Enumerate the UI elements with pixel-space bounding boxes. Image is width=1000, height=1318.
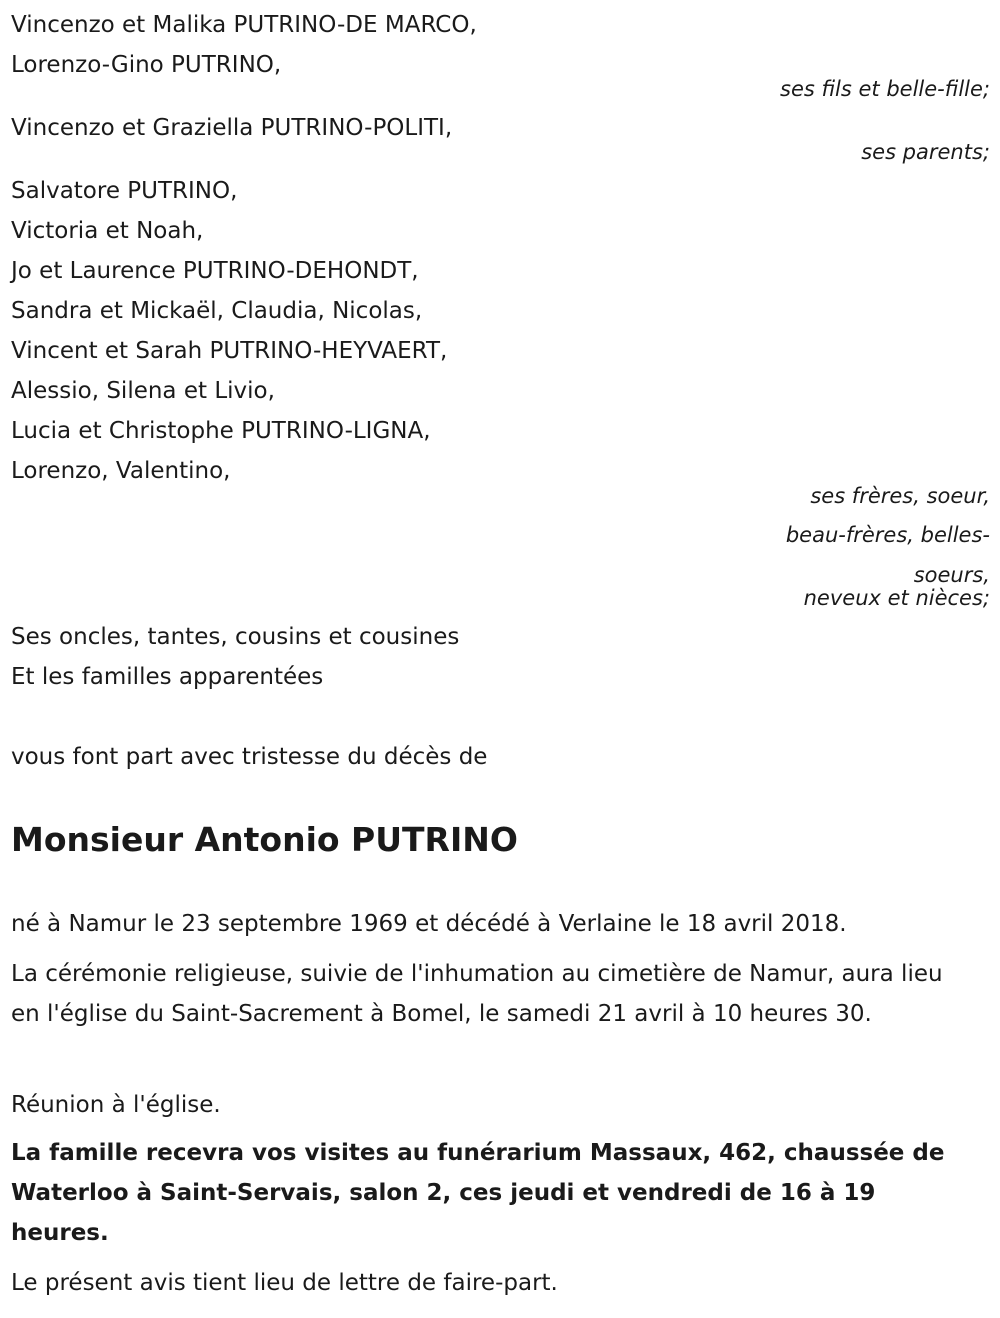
relation-label-parents: ses parents; bbox=[861, 140, 990, 164]
closing-text: Le présent avis tient lieu de lettre de faire-part. bbox=[11, 1270, 558, 1296]
relation-label-siblings-4: neveux et nièces; bbox=[803, 586, 990, 610]
family-line-son-2: Lorenzo-Gino PUTRINO, bbox=[11, 52, 282, 78]
announcement-text: vous font part avec tristesse du décès de bbox=[11, 744, 488, 770]
family-line-sibling: Salvatore PUTRINO, bbox=[11, 178, 238, 204]
relation-label-sons: ses fils et belle-fille; bbox=[780, 77, 990, 101]
family-line-son-1: Vincenzo et Malika PUTRINO-DE MARCO, bbox=[11, 12, 477, 38]
family-line-extended-1: Ses oncles, tantes, cousins et cousines bbox=[11, 624, 460, 650]
family-line-sibling: Alessio, Silena et Livio, bbox=[11, 378, 275, 404]
family-line-sibling: Jo et Laurence PUTRINO-DEHONDT, bbox=[11, 258, 419, 284]
meeting-text: Réunion à l'église. bbox=[11, 1092, 221, 1118]
family-line-extended-2: Et les familles apparentées bbox=[11, 664, 324, 690]
family-line-sibling: Victoria et Noah, bbox=[11, 218, 204, 244]
relation-label-siblings-3: soeurs, bbox=[913, 563, 990, 587]
family-line-sibling: Vincent et Sarah PUTRINO-HEYVAERT, bbox=[11, 338, 448, 364]
family-line-sibling: Lorenzo, Valentino, bbox=[11, 458, 231, 484]
deceased-name: Monsieur Antonio PUTRINO bbox=[11, 820, 518, 859]
visits-text: La famille recevra vos visites au funérarium Massaux, 462, chaussée de Waterloo à Saint-Servais, salon 2, ces jeudi et vendredi de 16 à 19 heures. bbox=[11, 1140, 945, 1246]
family-line-parents: Vincenzo et Graziella PUTRINO-POLITI, bbox=[11, 115, 453, 141]
relation-label-siblings-2: beau-frères, belles- bbox=[785, 523, 990, 547]
family-line-sibling: Lucia et Christophe PUTRINO-LIGNA, bbox=[11, 418, 431, 444]
birth-death-text: né à Namur le 23 septembre 1969 et décédé à Verlaine le 18 avril 2018. bbox=[11, 911, 847, 937]
family-line-sibling: Sandra et Mickaël, Claudia, Nicolas, bbox=[11, 298, 423, 324]
relation-label-siblings-1: ses frères, soeur, bbox=[810, 484, 990, 508]
ceremony-text: La cérémonie religieuse, suivie de l'inhumation au cimetière de Namur, aura lieu en l'église du Saint-Sacrement à Bomel, le samedi 21 avril à 10 heures 30. bbox=[11, 961, 943, 1027]
